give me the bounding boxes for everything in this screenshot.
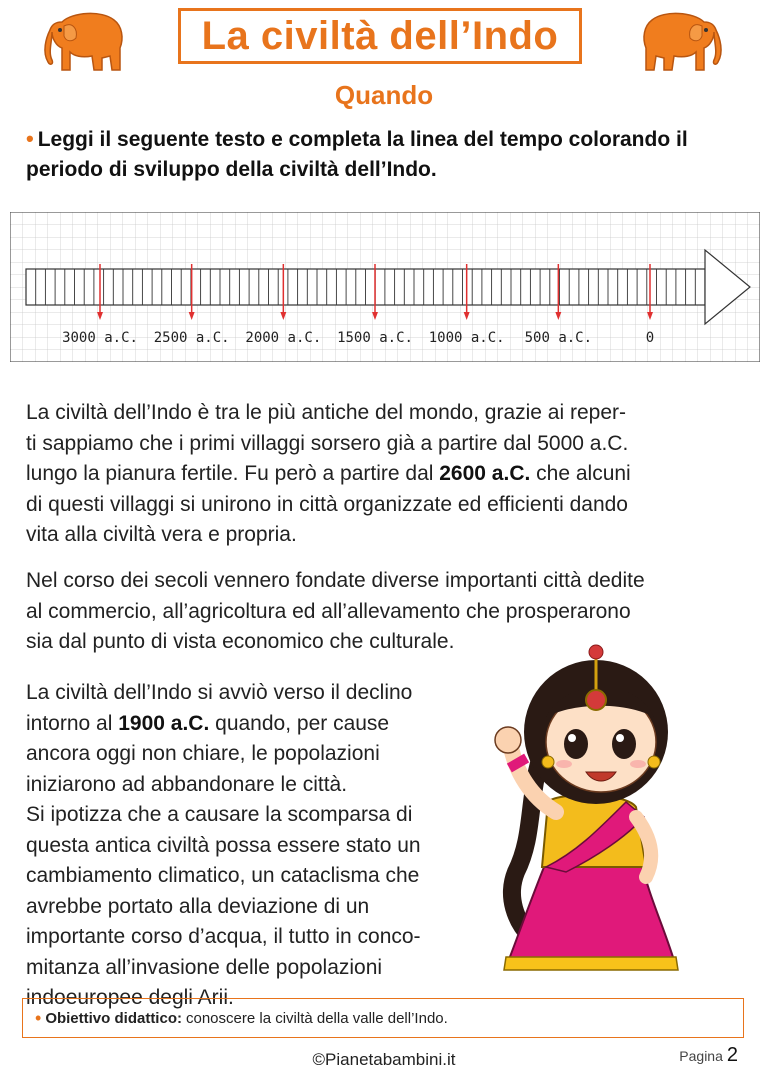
timeline-arrow — [26, 269, 705, 305]
timeline-label: 500 a.C. — [524, 330, 593, 346]
timeline-label: 0 — [645, 330, 655, 346]
page-title: La civiltà dell’Indo — [178, 8, 582, 64]
text-line: cambiamento climatico, un cataclisma che — [26, 864, 420, 887]
date-highlight: 2600 a.C. — [439, 462, 531, 485]
timeline[interactable] — [10, 212, 760, 362]
indian-girl-illustration — [476, 622, 712, 982]
elephant-icon — [632, 8, 724, 80]
text-line: di questi villaggi si unirono in città organizzate ed efficienti dando — [26, 492, 628, 516]
page-indicator — [679, 1044, 738, 1067]
objective-text: conoscere la civiltà della valle dell’Indo. — [185, 1009, 448, 1027]
text-line: indoeuropee degli Arii. — [26, 986, 234, 1009]
text-line: iniziarono ad abbandonare le città. — [26, 772, 348, 796]
text-line: ti sappiamo che i primi villaggi sorsero già a partire dal 5000 a.C. — [26, 431, 629, 455]
instruction-text: Leggi il seguente testo e completa la linea del tempo colorando il periodo di sviluppo della civiltà dell’Indo. — [26, 128, 688, 181]
text-line: quando, per cause — [209, 711, 390, 735]
text-line: lungo la pianura fertile. Fu però a partire dal — [26, 462, 440, 485]
text-line: Si ipotizza che a causare la scomparsa di — [26, 803, 413, 826]
text-line: Nel corso dei secoli vennero fondate diverse importanti città dedite — [26, 569, 645, 592]
text-line: al commercio, all’agricoltura ed all’allevamento che prosperarono — [26, 599, 631, 623]
page-label: Pagina — [679, 1048, 723, 1064]
text-line: questa antica civiltà possa essere stato un — [26, 833, 421, 857]
timeline-label: 3000 a.C. — [62, 330, 138, 346]
text-line: importante corso d’acqua, il tutto in conco- — [26, 925, 421, 948]
text-line: sia dal punto di vista economico che culturale. — [26, 630, 455, 653]
objective-box — [22, 998, 744, 1038]
timeline-label: 1000 a.C. — [428, 330, 505, 346]
text-line: ancora oggi non chiare, le popolazioni — [26, 742, 380, 765]
date-highlight: 1900 a.C. — [118, 711, 210, 735]
bullet-icon: • — [35, 1007, 42, 1028]
page-number: 2 — [726, 1044, 738, 1066]
site-credit: ©Pianetabambini.it — [312, 1050, 456, 1069]
text-line: La civiltà dell’Indo si avviò verso il declino — [26, 681, 413, 704]
text-line: intorno al — [26, 711, 119, 735]
page-subtitle: Quando — [334, 80, 434, 110]
paragraph-3 — [26, 678, 496, 1014]
timeline-label: 2500 a.C. — [153, 330, 230, 346]
text-line: mitanza all’invasione delle popolazioni — [26, 955, 383, 979]
elephant-icon — [42, 8, 134, 80]
timeline-label: 1500 a.C. — [337, 330, 413, 346]
bullet-icon: • — [26, 126, 34, 151]
text-line: La civiltà dell’Indo è tra le più antiche del mondo, grazie ai reper- — [26, 401, 627, 424]
text-line: vita alla civiltà vera e propria. — [26, 523, 297, 546]
timeline-label: 2000 a.C. — [245, 330, 322, 346]
instruction — [26, 124, 746, 185]
text-line: avrebbe portato alla deviazione di un — [26, 894, 370, 918]
paragraph-1 — [26, 398, 746, 551]
text-line: che alcuni — [530, 462, 631, 485]
objective-label: Obiettivo didattico: — [45, 1009, 182, 1027]
